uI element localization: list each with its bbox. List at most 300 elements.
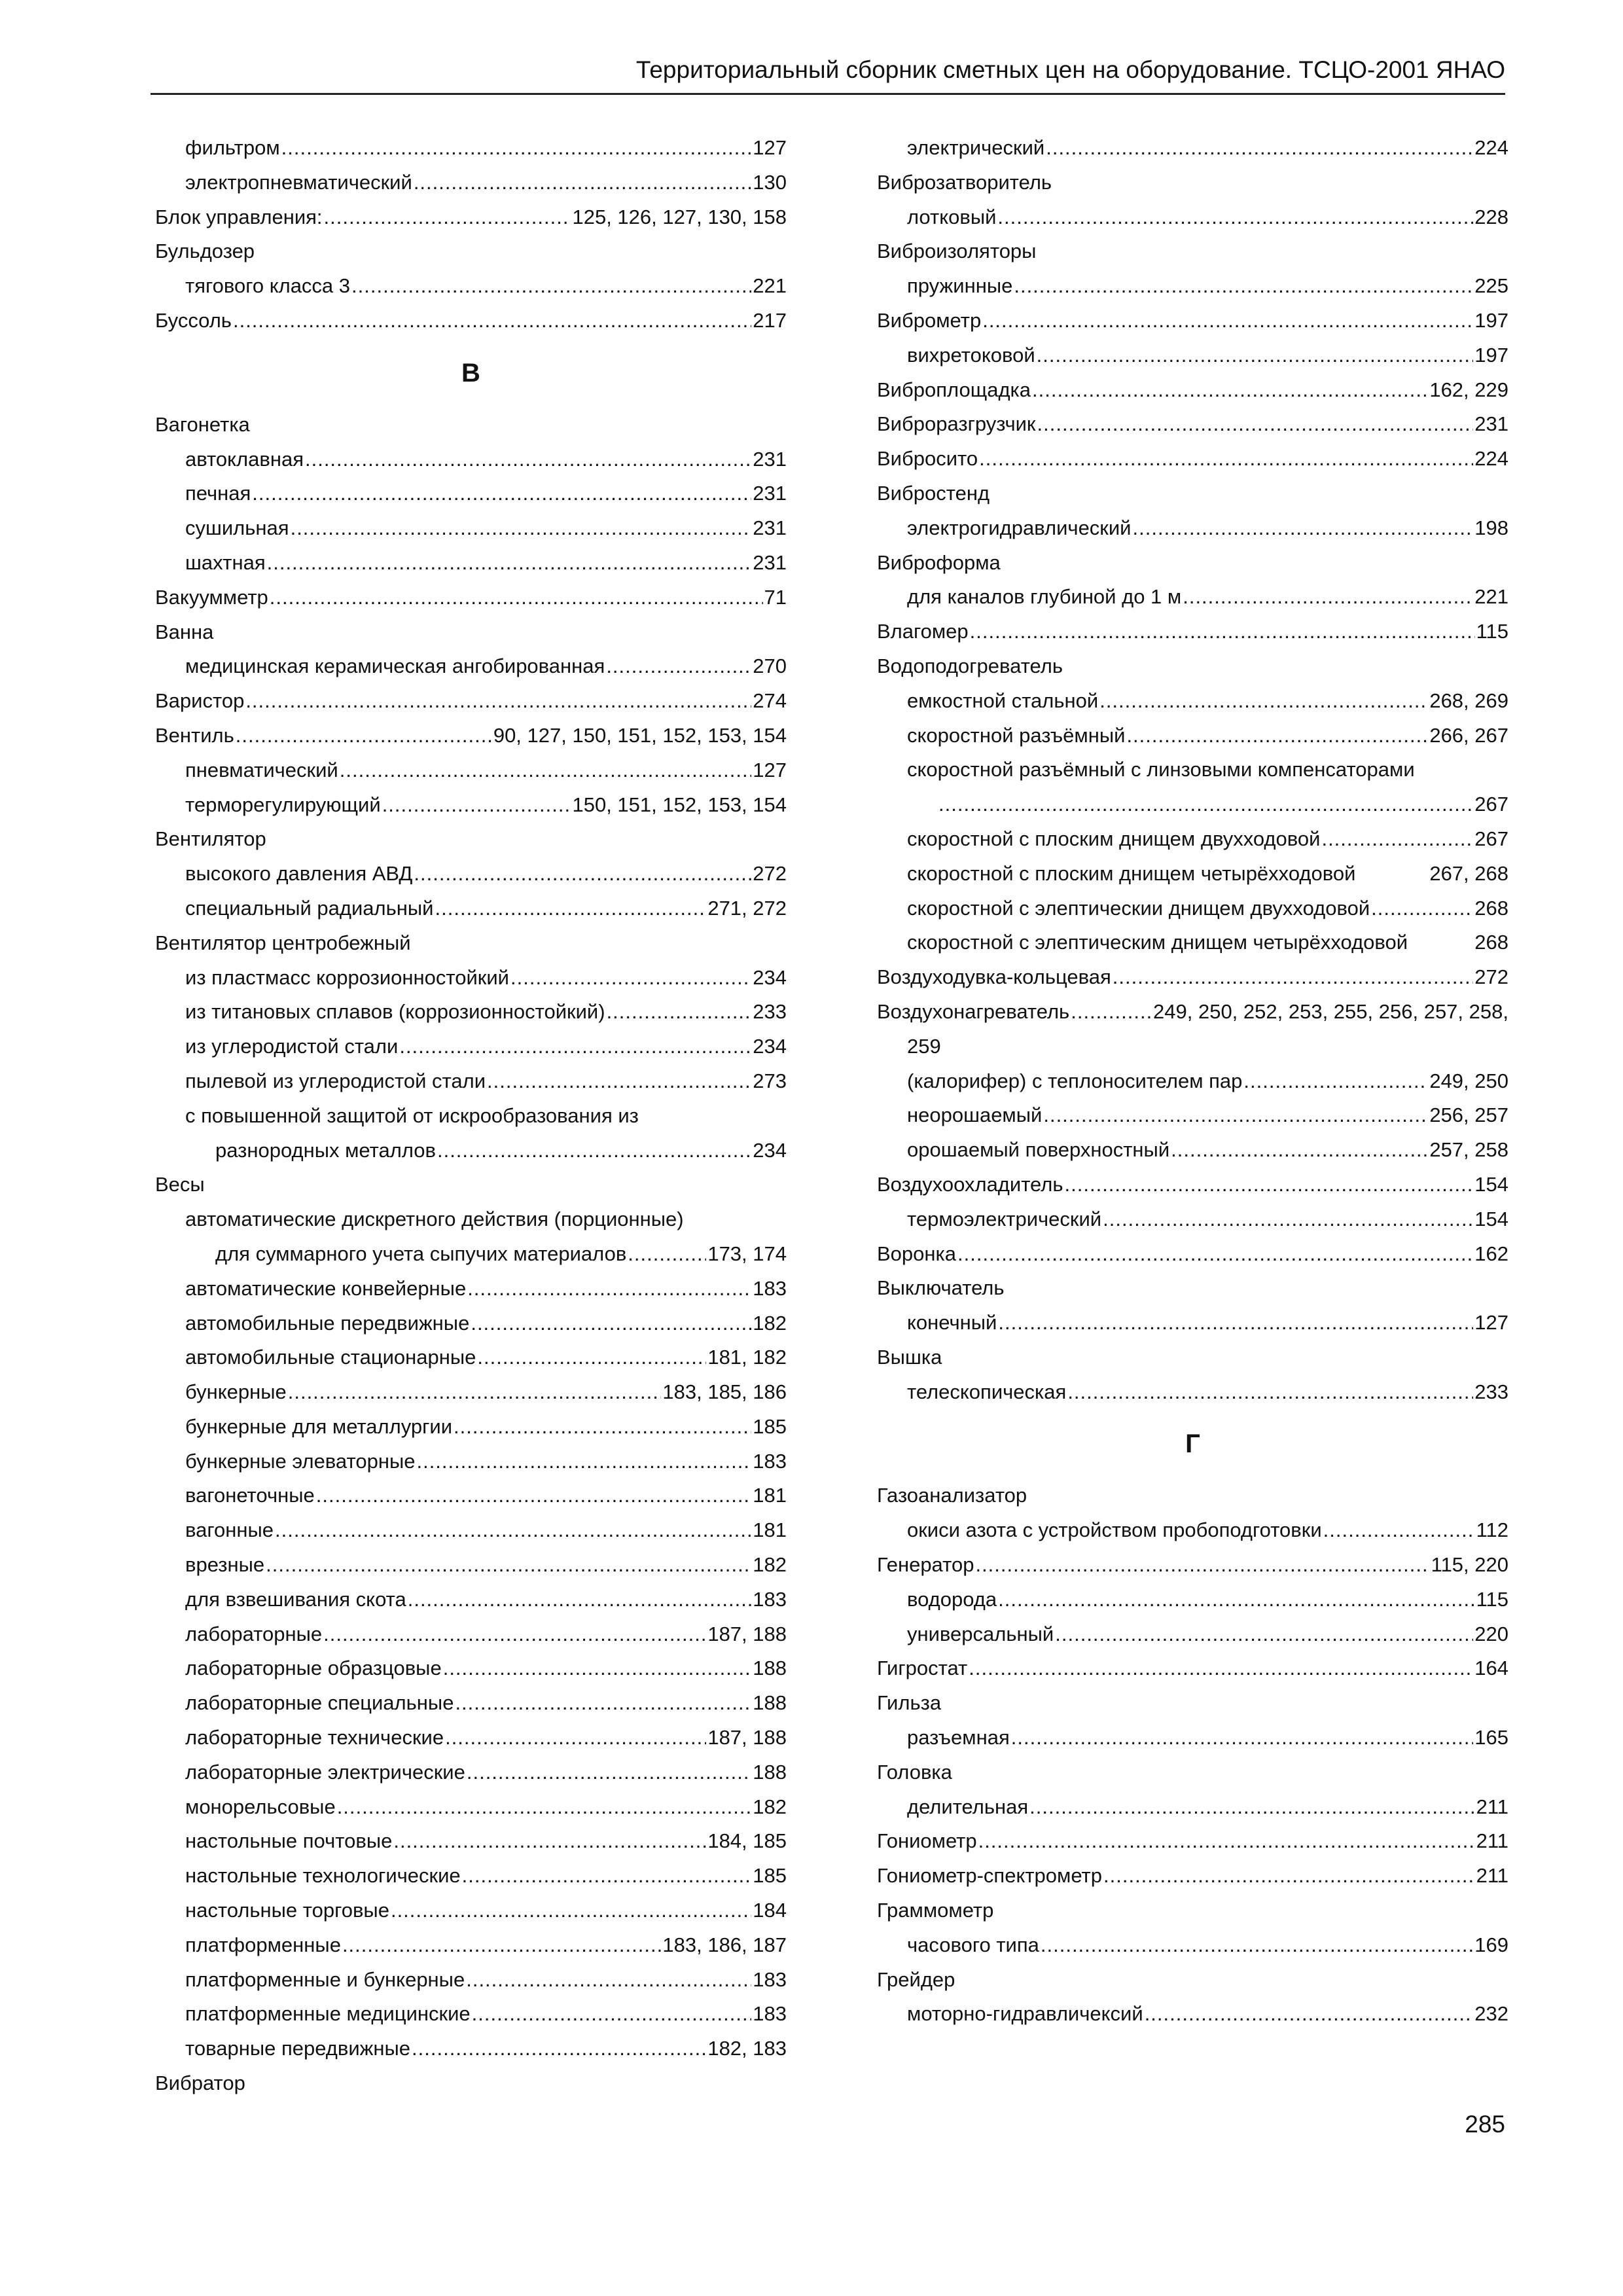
entry-pages: 273 xyxy=(753,1069,787,1092)
entry-pages: 270 xyxy=(753,655,787,678)
entry-term: Виброразгрузчик xyxy=(877,412,1036,436)
index-subentry xyxy=(877,511,1508,546)
entry-term: платформенные и бункерные xyxy=(185,1967,465,1991)
entry-term: печная xyxy=(185,482,251,505)
dot-leader xyxy=(399,1030,751,1064)
index-subentry xyxy=(155,1824,787,1859)
index-subentry xyxy=(155,1755,787,1790)
entry-pages: 221 xyxy=(1474,585,1508,609)
entry-term: Воронка xyxy=(877,1242,957,1265)
index-entry xyxy=(877,234,1508,269)
dot-leader xyxy=(466,1963,751,1998)
index-subentry xyxy=(155,1202,787,1237)
index-entry xyxy=(877,1479,1508,1513)
entry-pages: 231 xyxy=(1474,412,1508,436)
index-subentry xyxy=(155,546,787,581)
entry-term: Ванна xyxy=(155,620,214,643)
dot-leader xyxy=(1243,1064,1428,1099)
index-subentry xyxy=(877,753,1508,787)
entry-pages: 181, 182 xyxy=(707,1346,787,1369)
index-entry xyxy=(877,166,1508,200)
entry-pages: 187, 188 xyxy=(707,1726,787,1749)
entry-pages: 115 xyxy=(1476,620,1508,643)
dot-leader xyxy=(382,788,571,823)
index-subentry xyxy=(877,1617,1508,1652)
dot-leader xyxy=(998,1306,1473,1340)
dot-leader xyxy=(1133,511,1474,546)
entry-pages: 188 xyxy=(753,1657,787,1680)
index-subentry xyxy=(155,476,787,511)
index-subentry xyxy=(877,857,1508,891)
entry-term: Весы xyxy=(155,1173,205,1196)
index-subentry xyxy=(155,1306,787,1341)
dot-leader xyxy=(1067,1375,1473,1410)
entry-term: Варистор xyxy=(155,689,245,713)
entry-pages: 183 xyxy=(753,1276,787,1300)
index-entry xyxy=(155,2066,787,2101)
entry-pages: 184 xyxy=(753,1899,787,1922)
dot-leader xyxy=(416,1444,751,1479)
entry-term: настольные технологические xyxy=(185,1864,461,1888)
entry-term: Граммометр xyxy=(877,1899,994,1922)
entry-term: пружинные xyxy=(907,274,1013,298)
dot-leader xyxy=(982,304,1473,338)
index-subentry xyxy=(155,1444,787,1479)
index-subentry xyxy=(877,1997,1508,2032)
entry-pages: 249, 250 xyxy=(1429,1069,1508,1092)
entry-term: Гониометр xyxy=(877,1829,977,1853)
entry-pages: 183 xyxy=(753,1967,787,1991)
entry-term: для суммарного учета сыпучих материалов xyxy=(215,1242,627,1265)
dot-leader xyxy=(472,1997,752,2032)
entry-pages: 234 xyxy=(753,1138,787,1162)
index-subentry xyxy=(155,1030,787,1064)
dot-leader xyxy=(1029,1790,1474,1825)
entry-term: бункерные xyxy=(185,1380,287,1404)
entry-term: автоматические дискретного действия (порционные) xyxy=(185,1208,684,1231)
entry-pages: 182 xyxy=(753,1795,787,1818)
index-column-right xyxy=(877,131,1508,2032)
dot-leader xyxy=(1065,1168,1474,1202)
entry-term: орошаемый поверхностный xyxy=(907,1138,1170,1162)
entry-term: Газоанализатор xyxy=(877,1484,1027,1507)
entry-term: Виброплощадка xyxy=(877,378,1031,401)
entry-pages: 183, 185, 186 xyxy=(662,1380,787,1404)
index-subentry xyxy=(155,131,787,166)
entry-term: Головка xyxy=(877,1760,952,1784)
entry-pages: 224 xyxy=(1474,447,1508,471)
entry-term: электрогидравлический xyxy=(907,516,1132,539)
index-subentry xyxy=(155,1997,787,2032)
entry-term: универсальный xyxy=(907,1622,1054,1645)
dot-leader xyxy=(288,1375,662,1410)
entry-term: врезные xyxy=(185,1553,265,1577)
dot-leader xyxy=(281,131,752,166)
entry-term: скоростной с плоским днищем двухходовой xyxy=(907,827,1321,850)
dot-leader xyxy=(233,304,751,338)
entry-term: Виброформа xyxy=(877,550,1001,574)
entry-term: Выключатель xyxy=(877,1276,1005,1300)
entry-pages: 211 xyxy=(1476,1795,1508,1818)
index-subentry xyxy=(155,1721,787,1755)
index-entry xyxy=(155,234,787,269)
entry-pages: 211 xyxy=(1476,1829,1508,1853)
dot-leader xyxy=(462,1859,752,1893)
index-subentry xyxy=(877,1721,1508,1755)
entry-pages: 266, 267 xyxy=(1429,723,1508,747)
entry-pages: 268, 269 xyxy=(1429,689,1508,712)
dot-leader xyxy=(340,753,752,788)
dot-leader xyxy=(408,1583,752,1617)
index-entry xyxy=(877,373,1508,408)
header-title: Территориальный сборник сметных цен на оборудование. ТСЦО-2001 ЯНАО xyxy=(635,56,1505,83)
dot-leader xyxy=(291,511,752,546)
dot-leader xyxy=(414,166,751,200)
entry-pages: 185 xyxy=(753,1414,787,1438)
entry-pages: 232 xyxy=(1474,2002,1508,2026)
entry-pages: 185 xyxy=(753,1864,787,1888)
entry-term: лабораторные технические xyxy=(185,1726,444,1749)
entry-pages: 224 xyxy=(1474,136,1508,159)
index-subentry xyxy=(877,1928,1508,1963)
index-entry xyxy=(877,1686,1508,1721)
dot-leader xyxy=(1323,1513,1475,1548)
entry-pages: 182 xyxy=(753,1311,787,1335)
dot-leader xyxy=(1103,1202,1473,1237)
entry-pages: 162 xyxy=(1474,1242,1508,1265)
entry-pages: 181 xyxy=(753,1484,787,1507)
index-subentry xyxy=(877,1133,1508,1168)
entry-term: Гониометр-спектрометр xyxy=(877,1864,1102,1888)
entry-term: Вибратор xyxy=(155,2072,245,2095)
index-subentry xyxy=(155,2032,787,2066)
entry-pages: 220 xyxy=(1474,1622,1508,1645)
entry-term: для каналов глубиной до 1 м xyxy=(907,585,1182,609)
dot-leader xyxy=(957,1237,1473,1272)
dot-leader xyxy=(1046,131,1473,166)
dot-leader xyxy=(1183,580,1473,615)
dot-leader xyxy=(393,1824,706,1859)
index-subentry xyxy=(877,1064,1508,1099)
dot-leader xyxy=(467,1272,751,1306)
entry-term: платформенные xyxy=(185,1933,341,1956)
index-subentry xyxy=(155,269,787,304)
dot-leader xyxy=(324,200,571,235)
entry-term: лабораторные электрические xyxy=(185,1760,465,1784)
dot-leader xyxy=(938,787,1473,822)
entry-term: лабораторные специальные xyxy=(185,1691,454,1715)
index-subentry xyxy=(877,1202,1508,1237)
dot-leader xyxy=(1037,338,1474,373)
entry-pages: 183 xyxy=(753,1449,787,1473)
index-subentry xyxy=(877,1583,1508,1617)
entry-term: (калорифер) с теплоносителем пар xyxy=(907,1069,1243,1092)
dot-leader xyxy=(316,1479,752,1513)
entry-pages: 162, 229 xyxy=(1429,378,1508,401)
entry-pages: 272 xyxy=(1474,965,1508,989)
index-entry xyxy=(877,1340,1508,1375)
index-subentry xyxy=(155,649,787,684)
entry-term: водорода xyxy=(907,1587,997,1611)
index-subentry xyxy=(877,719,1508,753)
index-entry xyxy=(155,200,787,235)
dot-leader xyxy=(487,1064,751,1099)
dot-leader xyxy=(323,1617,706,1652)
entry-term: Бульдозер xyxy=(155,240,255,263)
entry-pages: 267 xyxy=(1474,793,1508,816)
dot-leader xyxy=(266,1548,751,1583)
entry-pages: 183 xyxy=(753,2002,787,2026)
entry-pages: 271, 272 xyxy=(707,896,787,920)
entry-pages: 197 xyxy=(1474,308,1508,332)
index-subentry xyxy=(877,1098,1508,1133)
dot-leader xyxy=(970,615,1475,649)
entry-term: вагонные xyxy=(185,1518,274,1542)
entry-term: Блок управления: xyxy=(155,205,323,228)
dot-leader xyxy=(443,1651,752,1686)
entry-pages: 211 xyxy=(1476,1864,1508,1888)
entry-pages: 257, 258 xyxy=(1429,1138,1508,1162)
entry-term: специальный радиальный xyxy=(185,896,434,920)
entry-term: Генератор xyxy=(877,1553,974,1577)
entry-pages: 233 xyxy=(1474,1380,1508,1403)
entry-pages: 127 xyxy=(753,136,787,159)
dot-leader xyxy=(412,2032,706,2066)
index-subentry xyxy=(877,1513,1508,1548)
dot-leader xyxy=(997,200,1473,235)
entry-pages: 182, 183 xyxy=(707,2037,787,2060)
dot-leader xyxy=(337,1790,752,1825)
index-entry xyxy=(155,822,787,857)
entry-pages: 90, 127, 150, 151, 152, 153, 154 xyxy=(493,723,787,747)
entry-term: сушильная xyxy=(185,516,289,540)
index-subentry xyxy=(155,1375,787,1410)
entry-term: 259 xyxy=(907,1034,941,1058)
dot-leader xyxy=(245,684,751,719)
entry-term: товарные передвижные xyxy=(185,2037,411,2060)
dot-leader xyxy=(979,442,1473,476)
entry-term: окиси азота с устройством пробоподготовки xyxy=(907,1518,1322,1542)
index-entry xyxy=(877,1755,1508,1790)
entry-pages: 150, 151, 152, 153, 154 xyxy=(572,793,787,816)
entry-pages: 183 xyxy=(753,1587,787,1611)
index-subentry xyxy=(155,1479,787,1513)
index-subentry xyxy=(877,822,1508,857)
entry-term: Вентиль xyxy=(155,723,234,747)
index-entry xyxy=(877,546,1508,581)
dot-leader xyxy=(471,1306,751,1341)
index-subentry xyxy=(877,925,1508,960)
dot-leader xyxy=(1055,1617,1473,1652)
entry-term: Вибростенд xyxy=(877,481,990,505)
entry-term: Гильза xyxy=(877,1691,942,1715)
entry-pages: 228 xyxy=(1474,205,1508,228)
dot-leader xyxy=(437,1134,751,1168)
entry-term: Водоподогреватель xyxy=(877,654,1063,677)
entry-pages: 225 xyxy=(1474,274,1508,298)
entry-pages: 188 xyxy=(753,1760,787,1784)
entry-term: лабораторные xyxy=(185,1622,323,1645)
dot-leader xyxy=(267,546,752,581)
entry-term: Грейдер xyxy=(877,1967,955,1991)
entry-pages: 233 xyxy=(753,1000,787,1024)
dot-leader xyxy=(454,1410,751,1444)
entry-term: Виброзатворитель xyxy=(877,170,1052,194)
index-subentry xyxy=(155,1617,787,1652)
entry-pages: 231 xyxy=(753,550,787,574)
dot-leader xyxy=(978,1824,1475,1859)
dot-leader xyxy=(391,1893,751,1928)
entry-term: автоматические конвейерные xyxy=(185,1276,467,1300)
index-subentry xyxy=(155,1064,787,1099)
entry-pages: 71 xyxy=(764,585,787,609)
dot-leader xyxy=(414,857,751,891)
index-entry xyxy=(155,304,787,338)
entry-pages: 249, 250, 252, 253, 255, 256, 257, 258, xyxy=(1153,999,1508,1023)
entry-term: скоростной с элептическим днищем четырёхходовой xyxy=(907,931,1408,954)
entry-pages: 169 xyxy=(1474,1933,1508,1956)
dot-leader xyxy=(1321,822,1473,857)
dot-leader xyxy=(998,1583,1474,1617)
index-entry xyxy=(877,442,1508,476)
index-subentry xyxy=(155,995,787,1030)
index-entry xyxy=(877,1963,1508,1998)
index-entry xyxy=(155,1168,787,1202)
index-subentry xyxy=(155,166,787,200)
entry-pages: 256, 257 xyxy=(1429,1103,1508,1127)
entry-term: Вагонетка xyxy=(155,412,250,436)
dot-leader xyxy=(1371,891,1473,926)
index-subentry xyxy=(155,1099,787,1134)
page-header xyxy=(151,47,1505,95)
entry-term: монорельсовые xyxy=(185,1795,336,1818)
entry-term: настольные почтовые xyxy=(185,1829,393,1853)
index-entry xyxy=(877,1271,1508,1306)
entry-pages: 184, 185 xyxy=(707,1829,787,1853)
index-subentry xyxy=(155,1859,787,1893)
index-subentry xyxy=(877,200,1508,235)
entry-pages: 154 xyxy=(1474,1172,1508,1196)
dot-leader xyxy=(270,581,763,615)
index-subentry xyxy=(155,1928,787,1963)
dot-leader xyxy=(342,1928,661,1963)
entry-term: пневматический xyxy=(185,758,338,781)
index-subentry xyxy=(155,1410,787,1444)
entry-pages: 231 xyxy=(753,482,787,505)
index-subentry xyxy=(155,788,787,823)
index-entry xyxy=(155,615,787,650)
dot-leader xyxy=(975,1548,1429,1583)
index-subentry xyxy=(155,1340,787,1375)
entry-term: терморегулирующий xyxy=(185,793,381,816)
index-entry xyxy=(877,476,1508,511)
index-subentry xyxy=(877,580,1508,615)
entry-term: Воздухонагреватель xyxy=(877,999,1070,1023)
index-subentry xyxy=(155,1790,787,1825)
index-entry xyxy=(877,1651,1508,1686)
entry-pages: 165 xyxy=(1474,1726,1508,1749)
section-letter-heading: В xyxy=(461,358,480,387)
entry-term: Вентилятор xyxy=(155,827,266,851)
entry-term: фильтром xyxy=(185,136,280,159)
dot-leader xyxy=(606,649,751,684)
index-subentry xyxy=(155,1237,787,1272)
dot-leader xyxy=(252,476,751,511)
entry-pages: 173, 174 xyxy=(707,1242,787,1265)
dot-leader xyxy=(1113,960,1473,995)
index-subentry xyxy=(877,269,1508,304)
entry-term: скоростной разъёмный с линзовыми компенсаторами xyxy=(907,758,1415,781)
index-subentry xyxy=(877,131,1508,166)
entry-term: термоэлектрический xyxy=(907,1207,1102,1230)
index-entry xyxy=(877,1168,1508,1202)
dot-leader xyxy=(1071,995,1152,1030)
entry-term: бункерные для металлургии xyxy=(185,1414,453,1438)
entry-pages: 268 xyxy=(1474,896,1508,920)
entry-term: Влагомер xyxy=(877,620,969,643)
entry-term: Воздухоохладитель xyxy=(877,1172,1063,1196)
dot-leader xyxy=(236,719,492,753)
entry-term: электрический xyxy=(907,136,1045,159)
dot-leader xyxy=(275,1513,751,1548)
index-subentry xyxy=(155,511,787,546)
index-entry xyxy=(877,1893,1508,1928)
entry-pages: 182 xyxy=(753,1553,787,1577)
index-entry xyxy=(877,1859,1508,1893)
entry-pages: 115 xyxy=(1476,1587,1508,1611)
entry-term: конечный xyxy=(907,1311,997,1335)
entry-pages: 197 xyxy=(1474,343,1508,367)
dot-leader xyxy=(1126,719,1428,753)
index-subentry xyxy=(155,1686,787,1721)
entry-term: Вакуумметр xyxy=(155,585,268,609)
entry-term: Виброметр xyxy=(877,308,982,332)
entry-pages: 274 xyxy=(753,689,787,713)
entry-term: неорошаемый xyxy=(907,1103,1043,1127)
entry-term: лабораторные образцовые xyxy=(185,1657,442,1680)
entry-term: автоклавная xyxy=(185,447,304,471)
entry-term: моторно-гидравличексий xyxy=(907,2002,1143,2026)
entry-term: платформенные медицинские xyxy=(185,2002,471,2026)
index-entry xyxy=(877,649,1508,684)
dot-leader xyxy=(477,1340,706,1375)
index-subentry xyxy=(877,338,1508,373)
entry-term: автомобильные передвижные xyxy=(185,1311,470,1335)
entry-pages: 112 xyxy=(1476,1518,1508,1542)
index-subentry xyxy=(155,1963,787,1998)
entry-term: телескопическая xyxy=(907,1380,1067,1403)
entry-pages: 198 xyxy=(1474,516,1508,539)
index-subentry xyxy=(877,1375,1508,1410)
dot-leader xyxy=(467,1755,751,1790)
index-subentry xyxy=(155,1134,787,1168)
entry-term: пылевой из углеродистой стали xyxy=(185,1069,486,1092)
dot-leader xyxy=(1145,1997,1474,2032)
entry-term: из углеродистой стали xyxy=(185,1035,399,1058)
entry-pages: 127 xyxy=(753,758,787,781)
index-subentry xyxy=(155,1513,787,1548)
dot-leader xyxy=(1032,373,1428,408)
entry-pages: 127 xyxy=(1474,1311,1508,1335)
dot-leader xyxy=(1043,1098,1428,1133)
entry-term: из пластмасс коррозионностойкий xyxy=(185,965,510,989)
dot-leader xyxy=(628,1237,706,1272)
index-entry xyxy=(877,1548,1508,1583)
index-subentry xyxy=(877,1790,1508,1825)
index-subentry xyxy=(877,684,1508,719)
entry-term: Виброизоляторы xyxy=(877,240,1037,263)
entry-term: Воздуходувка-кольцевая xyxy=(877,965,1111,989)
